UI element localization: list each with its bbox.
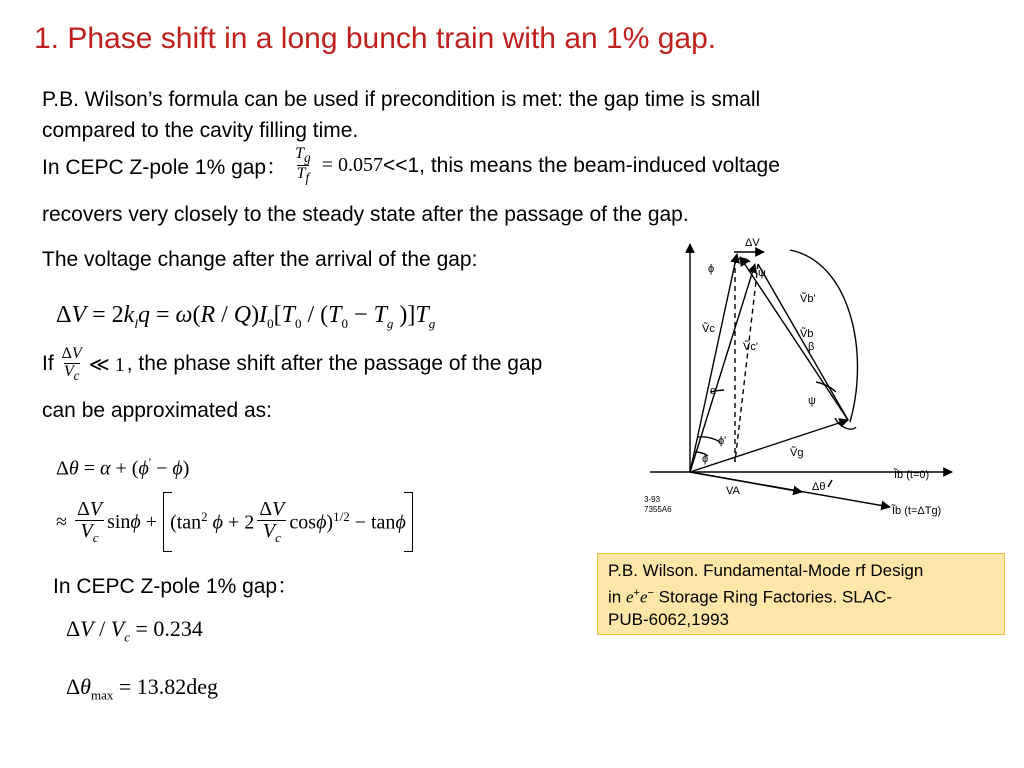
cepc-gap-label: In CEPC Z-pole 1% gap： xyxy=(53,575,299,598)
cepc-ratio-line xyxy=(42,146,780,185)
label-vc: Ṽc xyxy=(702,323,715,335)
dtheta-max-value: 13.82 xyxy=(136,674,187,699)
dv-vc-value: 0.234 xyxy=(153,616,203,641)
label-psi-right: ψ xyxy=(808,395,816,407)
reference-line-2: in e+e− Storage Ring Factories. SLAC- xyxy=(608,587,893,607)
if-suffix: , the phase shift after the passage of the gap xyxy=(126,352,543,376)
phasor-diagram xyxy=(640,232,1020,532)
label-dtheta: Δθ xyxy=(812,481,826,493)
reference-line-1: P.B. Wilson. Fundamental-Mode rf Design xyxy=(608,561,924,580)
dtheta-max-result: $\Delta\theta_{max} = 13.82deg$ xyxy=(66,674,219,703)
label-delta-v-top: ΔV xyxy=(745,237,760,249)
if-prefix: If xyxy=(42,352,54,376)
label-alpha: α xyxy=(710,385,717,397)
label-vc-prime: Ṽc' xyxy=(743,341,758,353)
dv-vc-result: $\Delta V / V_c = 0.234$ xyxy=(66,616,203,645)
label-vg: Ṽg xyxy=(790,447,804,459)
slide-title: 1. Phase shift in a long bunch train with an 1% gap. xyxy=(34,22,717,55)
tg-over-tf-fraction xyxy=(293,146,313,185)
vg-vector xyxy=(690,420,848,472)
label-ib0: Ĩb (t=0) xyxy=(894,469,930,481)
dv-over-vc-fraction: $\frac{\Delta V}{V_c}$ xyxy=(61,345,82,383)
approx-line: can be approximated as: xyxy=(42,399,272,422)
label-va: VA xyxy=(726,485,740,497)
reference-box xyxy=(597,553,1005,635)
if-condition-line xyxy=(42,346,542,383)
voltage-change-line: The voltage change after the arrival of the gap: xyxy=(42,248,478,271)
intro-line-2: compared to the cavity filling time. xyxy=(42,119,359,142)
reference-line-2-suffix: Storage Ring Factories. SLAC- xyxy=(653,587,893,607)
label-phi-prime: ϕ' xyxy=(718,435,727,447)
reference-line-3: PUB-6062,1993 xyxy=(608,609,729,629)
label-vb: Ṽb xyxy=(800,328,814,340)
vb-prime-vector xyxy=(758,264,848,420)
ratio-value: = 0.057 xyxy=(321,154,383,177)
label-code-2: 7355A6 xyxy=(644,505,672,514)
intro-line-1: P.B. Wilson’s formula can be used if precondition is met: the gap time is small xyxy=(42,88,761,111)
vb-vector xyxy=(740,257,848,420)
ratio-denominator-sub: f xyxy=(305,170,310,186)
label-code-1: 3-93 xyxy=(644,495,661,504)
label-phi-top: ϕ xyxy=(708,263,715,275)
label-beta: β xyxy=(808,341,815,353)
label-phi-low: ϕ xyxy=(702,453,709,465)
ratio-denominator: T xyxy=(296,165,306,183)
ratio-numerator: T xyxy=(295,145,305,162)
cepc-prefix: In CEPC Z-pole 1% gap： xyxy=(42,155,288,179)
cepc-suffix: <<1, this means the beam-induced voltage xyxy=(382,153,780,177)
much-less-than: ≪ 1 xyxy=(88,353,125,376)
recover-line: recovers very closely to the steady state after the passage of the gap. xyxy=(42,203,689,226)
reference-line-2-prefix: in xyxy=(608,587,626,607)
label-psi-top: ψ xyxy=(758,267,766,279)
delta-v-equation: $\Delta V = 2k_lq = \omega(R / Q)I_0[T_0 / (T_0 - T_g$ )]$T_g$ xyxy=(56,302,436,331)
approx-equation: ≈ $\frac{\Delta V}{V_c}$ sinϕ + ($\tan^2$ ϕ + 2 $\frac{\Delta V}{V_c}$ cosϕ)$^{1/2}$ − tanϕ xyxy=(56,492,413,552)
ratio-numerator-sub: g xyxy=(304,150,311,166)
delta-theta-equation: Δθ = α + (ϕ' − ϕ) xyxy=(56,455,190,480)
label-vb-prime: Ṽb' xyxy=(800,293,816,305)
va-vector xyxy=(690,472,802,492)
dtheta-unit: deg xyxy=(186,674,219,699)
label-ibdt: Ĩb (t=ΔTg) xyxy=(892,505,942,517)
